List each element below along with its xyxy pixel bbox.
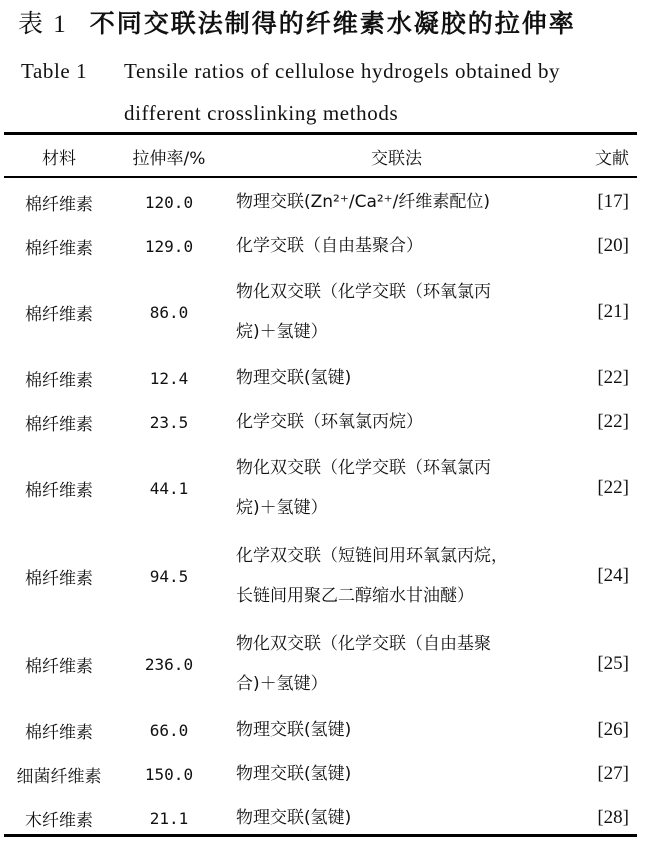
table-title-en-line2: different crosslinking methods (124, 101, 399, 125)
table-row (4, 356, 637, 400)
cell-ref: [27] (597, 763, 629, 784)
cell-material: 棉纤维素 (25, 304, 93, 325)
cell-material: 棉纤维素 (25, 568, 93, 589)
table-row (4, 708, 637, 752)
cell-method (224, 708, 569, 752)
cell-method (224, 796, 569, 840)
cell-rate: 12.4 (149, 368, 189, 388)
cell-rate: 44.1 (149, 478, 189, 498)
table-row (4, 532, 637, 620)
table-row (4, 180, 637, 224)
table-title-en-line1: Tensile ratios of cellulose hydrogels obtained by (124, 59, 561, 83)
header-row (4, 135, 637, 178)
cell-material: 木纤维素 (25, 810, 93, 831)
cell-method (224, 752, 569, 796)
cell-ref: [22] (597, 367, 629, 388)
table-row (4, 752, 637, 796)
method-line: 合)＋氢键） (236, 674, 328, 694)
table-row (4, 444, 637, 532)
cell-rate: 236.0 (144, 654, 194, 674)
table-title-en (21, 50, 560, 134)
method-line: 物化双交联（化学交联（环氧氯丙 (236, 458, 491, 478)
cell-method (224, 268, 569, 356)
cell-ref: [25] (597, 653, 629, 674)
cell-material: 棉纤维素 (25, 480, 93, 501)
method-line: 物理交联(氢键) (236, 720, 352, 740)
method-line: 长链间用聚乙二醇缩水甘油醚） (236, 586, 474, 606)
cell-rate: 129.0 (144, 236, 194, 256)
header-ref: 文献 (595, 149, 629, 169)
cell-ref: [20] (597, 235, 629, 256)
method-line: 物理交联(氢键) (236, 368, 352, 388)
cell-method (224, 224, 569, 268)
method-line: 烷)＋氢键） (236, 322, 328, 342)
table-title-cn-text: 不同交联法制得的纤维素水凝胶的拉伸率 (89, 9, 576, 38)
method-line: 物理交联(氢键) (236, 764, 352, 784)
header-rate: 拉伸率/% (132, 149, 206, 169)
cell-ref: [26] (597, 719, 629, 740)
method-line: 物化双交联（化学交联（自由基聚 (236, 634, 491, 654)
method-line: 烷)＋氢键） (236, 498, 328, 518)
method-line: 化学交联（环氧氯丙烷） (236, 412, 423, 432)
header-material: 材料 (42, 149, 76, 169)
cell-material: 棉纤维素 (25, 414, 93, 435)
cell-material: 棉纤维素 (25, 194, 93, 215)
cell-method (224, 400, 569, 444)
table-title-cn (18, 4, 576, 40)
cell-method (224, 356, 569, 400)
table-row (4, 620, 637, 708)
table-row (4, 796, 637, 840)
method-line: 化学双交联（短链间用环氧氯丙烷， (236, 546, 508, 566)
cell-material: 棉纤维素 (25, 722, 93, 743)
cell-rate: 23.5 (149, 412, 189, 432)
cell-ref: [17] (597, 191, 629, 212)
cell-ref: [21] (597, 301, 629, 322)
cell-rate: 86.0 (149, 302, 189, 322)
table-row (4, 224, 637, 268)
cell-rate: 66.0 (149, 720, 189, 740)
cell-method (224, 444, 569, 532)
cell-rate: 21.1 (149, 808, 189, 828)
header-method: 交联法 (371, 149, 422, 169)
table-row (4, 268, 637, 356)
cell-ref: [22] (597, 477, 629, 498)
method-line: 化学交联（自由基聚合） (236, 236, 423, 256)
method-line: 物理交联(Zn²⁺/Ca²⁺/纤维素配位) (236, 192, 491, 212)
cell-rate: 150.0 (144, 764, 194, 784)
cell-method (224, 532, 569, 620)
cell-material: 棉纤维素 (25, 656, 93, 677)
cell-material: 细菌纤维素 (16, 766, 102, 787)
table-row (4, 400, 637, 444)
cell-material: 棉纤维素 (25, 370, 93, 391)
cell-material: 棉纤维素 (25, 238, 93, 259)
cell-method (224, 620, 569, 708)
cell-method (224, 180, 569, 224)
cell-rate: 120.0 (144, 192, 194, 212)
cell-rate: 94.5 (149, 566, 189, 586)
cell-ref: [22] (597, 411, 629, 432)
method-line: 物理交联(氢键) (236, 808, 352, 828)
cell-ref: [28] (597, 807, 629, 828)
data-table (4, 135, 637, 840)
table-number-cn: 表 1 (18, 11, 68, 38)
table-number-en: Table 1 (21, 59, 88, 83)
method-line: 物化双交联（化学交联（环氧氯丙 (236, 282, 491, 302)
cell-ref: [24] (597, 565, 629, 586)
